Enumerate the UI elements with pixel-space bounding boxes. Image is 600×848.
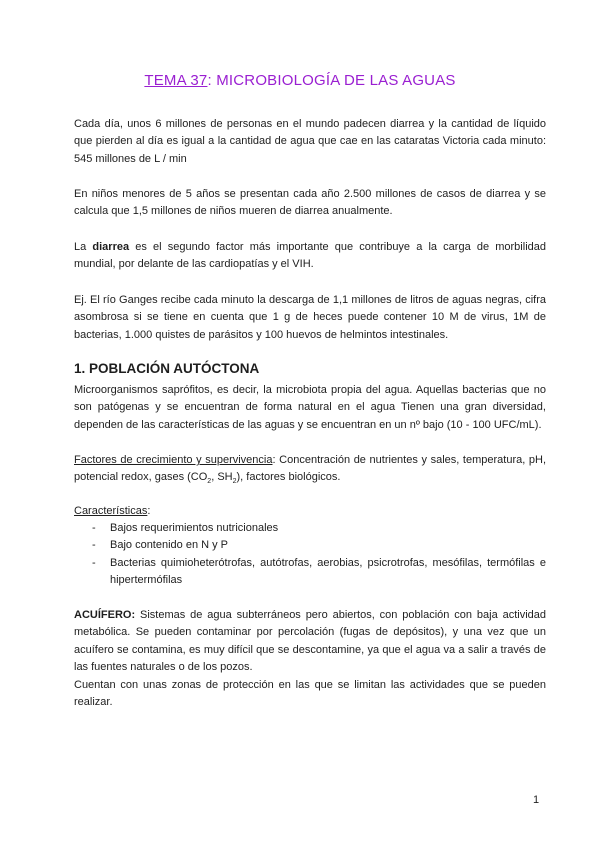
caracteristicas-heading — [74, 503, 546, 520]
page-title — [0, 72, 600, 89]
list-item — [74, 555, 546, 590]
page-number: 1 — [533, 794, 540, 806]
list-item — [74, 537, 546, 554]
intro-paragraph-2: En niños menores de 5 años se presentan cada año 2.500 millones de casos de diarrea y se calcula que 1,5 millones de niños mueren de diarrea anualmente. — [74, 188, 546, 218]
list-item-text: Bajos requerimientos nutricionales — [110, 522, 279, 534]
intro-paragraph-4: Ej. El río Ganges recibe cada minuto la descarga de 1,1 millones de litros de aguas negras, cifra asombrosa si se tiene en cuenta que 1 g de heces puede contener 10 M de virus, 1M de bacterias, 1.000 quistes de parásitos y 100 huevos de helmintos intestinales. — [74, 294, 546, 341]
p3-start: La — [74, 241, 93, 253]
co2-subscript: 2 — [207, 478, 212, 486]
title-rest: : MICROBIOLOGÍA DE LAS AGUAS — [207, 72, 456, 89]
caracteristicas-colon: : — [147, 505, 151, 517]
factores-text: : Concentración de nutrientes y sales, temperatura, pH, potencial redox, gases (CO — [74, 454, 547, 484]
list-item-text: Bajo contenido en N y P — [110, 539, 229, 552]
factores-end: ), factores biológicos. — [236, 471, 341, 484]
list-item-text: Bacterias quimioheterótrofas, autótrofas, aerobias, psicrotrofas, mesófilas, termófilas e hipertermófilas — [110, 556, 546, 587]
section-paragraph-1: Microorganismos saprófitos, es decir, la microbiota propia del agua. Aquellas bacterias que no son patógenas y se encuentran de forma natural en el agua Tienen una gran diversidad, dependen de las características de las aguas y se encuentran en un nº bajo (10 - 100 UFC/mL). — [74, 384, 546, 431]
dash-bullet: - — [92, 556, 96, 569]
section-heading: 1. POBLACIÓN AUTÓCTONA — [74, 361, 260, 376]
caracteristicas-list — [74, 520, 546, 590]
caracteristicas-label: Características — [74, 505, 148, 517]
list-item — [74, 520, 546, 537]
p3-end: es el segundo factor más importante que contribuye a la carga de morbilidad mundial, por delante de las cardiopatías y el VIH. — [74, 241, 546, 271]
p3-bold: diarrea — [92, 241, 130, 253]
factores-mid: , SH — [211, 471, 233, 484]
sh2-subscript: 2 — [232, 478, 237, 486]
acuifero-paragraph — [74, 607, 546, 677]
acuifero-paragraph-2: Cuentan con unas zonas de protección en las que se limitan las actividades que se pueden realizar. — [74, 679, 546, 709]
intro-paragraph-3 — [74, 239, 546, 274]
factores-paragraph — [74, 452, 546, 491]
factores-label: Factores de crecimiento y supervivencia — [74, 454, 273, 466]
dash-bullet: - — [92, 522, 96, 534]
intro-paragraph-1: Cada día, unos 6 millones de personas en el mundo padecen diarrea y la cantidad de líquido que pierden al día es igual a la cantidad de agua que cae en las cataratas Victoria cada minuto: 545 millones de L / min — [74, 118, 546, 165]
title-prefix: TEMA 37 — [144, 72, 208, 89]
dash-bullet: - — [92, 539, 96, 552]
acuifero-bold: ACUÍFERO: — [74, 609, 136, 621]
acuifero-text: Sistemas de agua subterráneos pero abiertos, con población con baja actividad metabólica. Se pueden contaminar por percolación (fugas de depósitos), y una vez que un acuífero se contamina, es muy difícil que se descontamine, ya que el agua va a salir a través de las fuentes naturales o de los pozos. — [74, 609, 546, 674]
